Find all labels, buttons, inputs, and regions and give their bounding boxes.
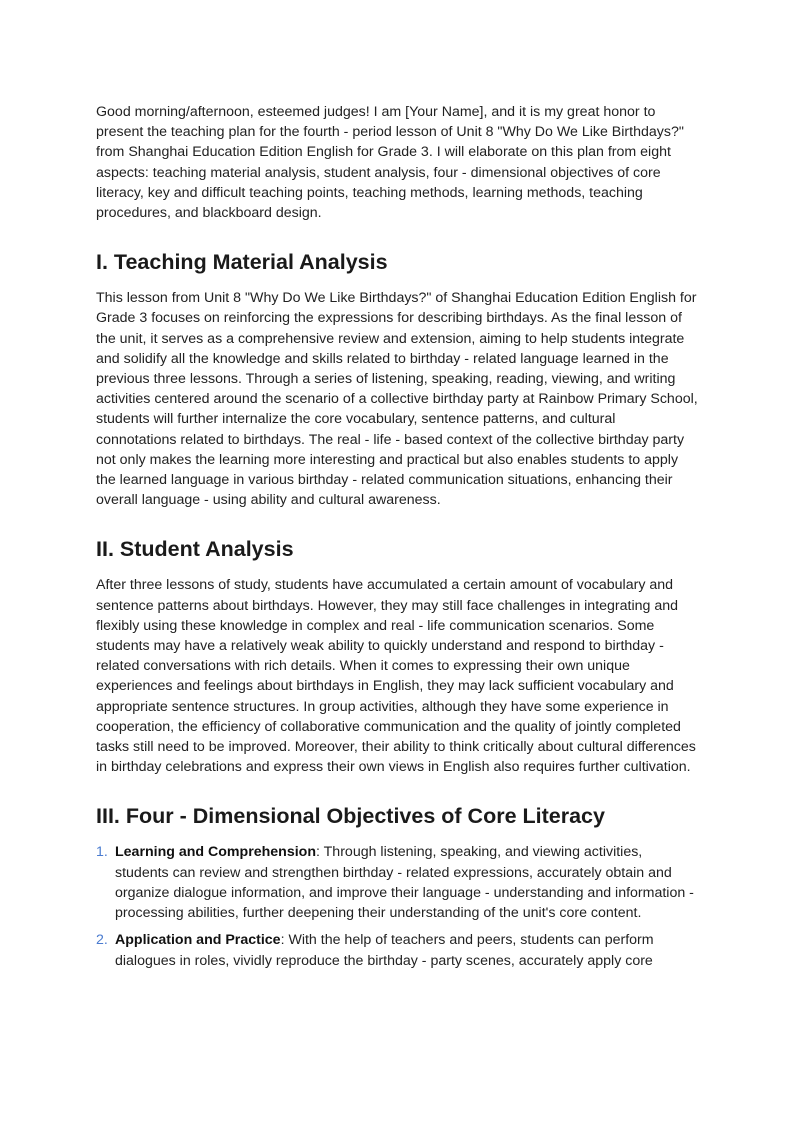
section-heading-objectives: III. Four - Dimensional Objectives of Core Literacy xyxy=(96,804,605,829)
list-item-title: Learning and Comprehension xyxy=(115,844,317,861)
section-heading-teaching-material: I. Teaching Material Analysis xyxy=(96,250,388,275)
section-heading-student-analysis: II. Student Analysis xyxy=(96,537,294,562)
intro-paragraph: Good morning/afternoon, esteemed judges! I am [Your Name], and it is my great honor to present the teaching plan for the fourth - period lesson of Unit 8 "Why Do We Like Birthdays?" from Shanghai Education Edition English for Grade 3. I will elaborate on this plan from eight aspects: teaching material analysis, student analysis, four - dimensional objectives of core literacy, key and difficult teaching points, teaching methods, learning methods, teaching procedures, and blackboard design. xyxy=(96,104,684,222)
list-item-text: : Through listening, speaking, and viewing activities, students can review and strengthen birthday - related expressions, accurately obtain and organize dialogue information, and improve their language - understanding and information - processing abilities, further deepening their understanding of the unit's core content. xyxy=(115,844,694,922)
objectives-list xyxy=(96,842,698,970)
document-page xyxy=(96,102,698,978)
teaching-material-paragraph: This lesson from Unit 8 "Why Do We Like Birthdays?" of Shanghai Education Edition English for Grade 3 focuses on reinforcing the expressions for describing birthdays. As the final lesson of the unit, it serves as a comprehensive review and extension, aiming to help students integrate and solidify all the knowledge and skills related to birthday - related language learned in the previous three lessons. Through a series of listening, speaking, reading, viewing, and writing activities centered around the scenario of a collective birthday party at Rainbow Primary School, students will further internalize the core vocabulary, sentence patterns, and cultural connotations related to birthdays. The real - life - based context of the collective birthday party not only makes the learning more interesting and practical but also enables students to apply the learned language in various birthday - related communication situations, enhancing their overall language - using ability and cultural awareness. xyxy=(96,290,698,509)
list-item-title: Application and Practice xyxy=(115,932,281,949)
list-item-number: 2. xyxy=(96,932,108,949)
student-analysis-paragraph: After three lessons of study, students have accumulated a certain amount of vocabulary and sentence patterns about birthdays. However, they may still face challenges in integrating and flexibly using these knowledge in complex and real - life communication scenarios. Some students may have a relatively weak ability to quickly understand and respond to birthday - related conversations with rich details. When it comes to expressing their own unique experiences and feelings about birthdays in English, they may lack sufficient vocabulary and appropriate sentence structures. In group activities, although they have some experience in cooperation, the efficiency of collaborative communication and the quality of jointly completed tasks still need to be improved. Moreover, their ability to think critically about cultural differences in birthday celebrations and express their own views in English also requires further cultivation. xyxy=(96,577,696,776)
list-item xyxy=(96,842,698,923)
list-item-text: : With the help of teachers and peers, students can perform dialogues in roles, vividly reproduce the birthday - party scenes, accurately apply core xyxy=(115,932,654,969)
list-item-number: 1. xyxy=(96,844,108,861)
list-item xyxy=(96,930,698,970)
